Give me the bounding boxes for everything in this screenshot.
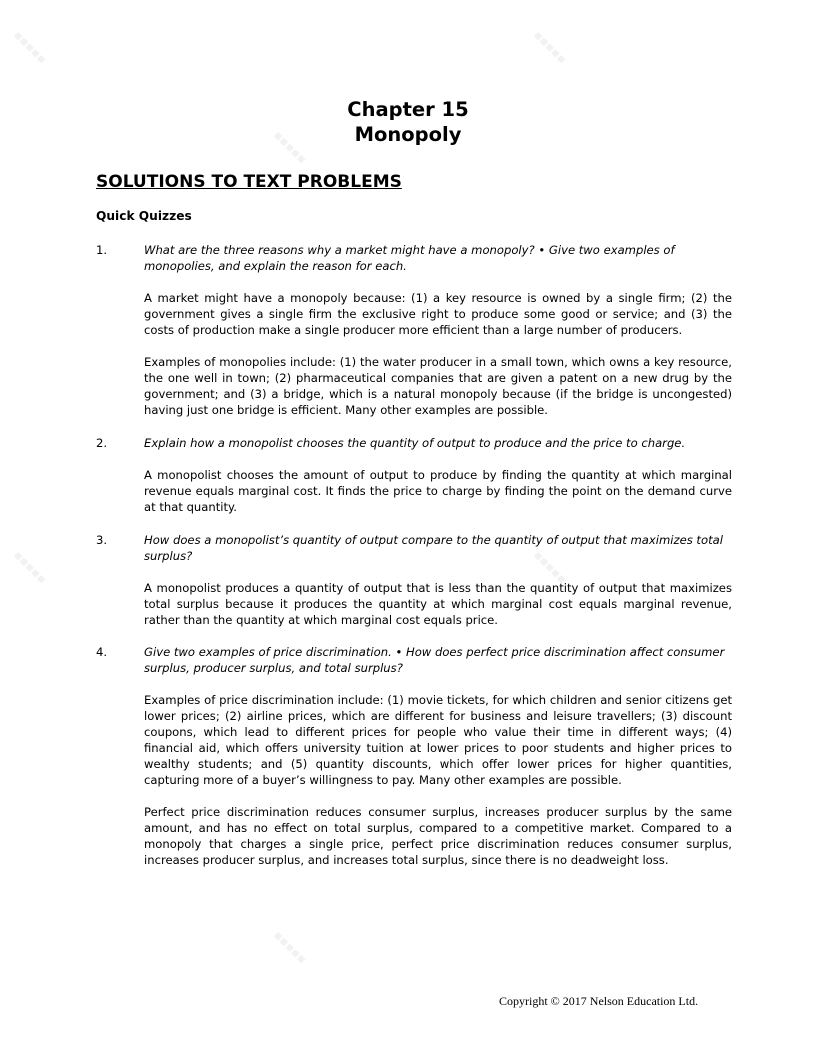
question-text: How does a monopolist’s quantity of output compare to the quantity of output that maximizes total surplus?: [144, 533, 723, 563]
question-text: Explain how a monopolist chooses the quantity of output to produce and the price to charge.: [144, 436, 686, 450]
copyright-footer: Copyright © 2017 Nelson Education Ltd.: [499, 994, 699, 1008]
answer-paragraph: A monopolist chooses the amount of output to produce by finding the quantity at which marginal revenue equals marginal cost. It finds the price to charge by finding the point on the demand curve at that quantity.: [144, 468, 732, 514]
item-number: 4.: [96, 645, 108, 659]
question-text: Give two examples of price discrimination. • How does perfect price discrimination affect consumer surplus, producer surplus, and total surplus?: [144, 645, 725, 675]
watermark-mark: ▪▪▪▪▪: [271, 127, 310, 167]
watermark-mark: ▪▪▪▪▪: [271, 927, 310, 967]
answer-paragraph: Perfect price discrimination reduces consumer surplus, increases producer surplus by the same amount, and has no effect on total surplus, compared to a competitive market. Compared to a monopoly that charges a single price, perfect price discrimination reduces consumer surplus, increases producer surplus, and increases total surplus, since there is no deadweight loss.: [144, 805, 732, 867]
question-text: What are the three reasons why a market might have a monopoly? • Give two examples of monopolies, and explain the reason for each.: [144, 243, 675, 273]
section-heading: SOLUTIONS TO TEXT PROBLEMS: [96, 172, 402, 192]
watermark-mark: ▪▪▪▪▪: [11, 27, 50, 67]
watermark-mark: ▪▪▪▪▪: [531, 547, 570, 587]
item-number: 1.: [96, 243, 108, 257]
answer-paragraph: Examples of monopolies include: (1) the water producer in a small town, which owns a key resource, the one well in town; (2) pharmaceutical companies that are given a patent on a new drug by the government; and (3) a bridge, which is a natural monopoly because (if the bridge is uncongested) having just one bridge is efficient. Many other examples are possible.: [144, 355, 732, 417]
watermark-mark: ▪▪▪▪▪: [11, 547, 50, 587]
item-number: 3.: [96, 533, 108, 547]
answer-paragraph: A monopolist produces a quantity of output that is less than the quantity of output that maximizes total surplus because it produces the quantity at which marginal cost equals marginal revenue, rather than the quantity at which marginal cost equals price.: [144, 581, 732, 627]
subheading: Quick Quizzes: [96, 209, 192, 223]
chapter-number: Chapter 15: [347, 98, 469, 121]
chapter-title: Monopoly: [354, 123, 462, 146]
chapter-title-block: [0, 97, 816, 147]
watermark-mark: ▪▪▪▪▪: [531, 27, 570, 67]
answer-paragraph: A market might have a monopoly because: (1) a key resource is owned by a single firm; (2) the government gives a single firm the exclusive right to produce some good or service; and (3) the costs of production make a single producer more efficient than a large number of producers.: [144, 291, 732, 337]
item-number: 2.: [96, 436, 108, 450]
answer-paragraph: Examples of price discrimination include: (1) movie tickets, for which children and senior citizens get lower prices; (2) airline prices, which are different for business and leisure travellers; (3) discount coupons, which lead to different prices for people who value their time in different ways; (4) financial aid, which offers university tuition at lower prices to poor students and higher prices to wealthy students; and (5) quantity discounts, which offer lower prices for higher quantities, capturing more of a buyer’s willingness to pay. Many other examples are possible.: [144, 693, 732, 787]
